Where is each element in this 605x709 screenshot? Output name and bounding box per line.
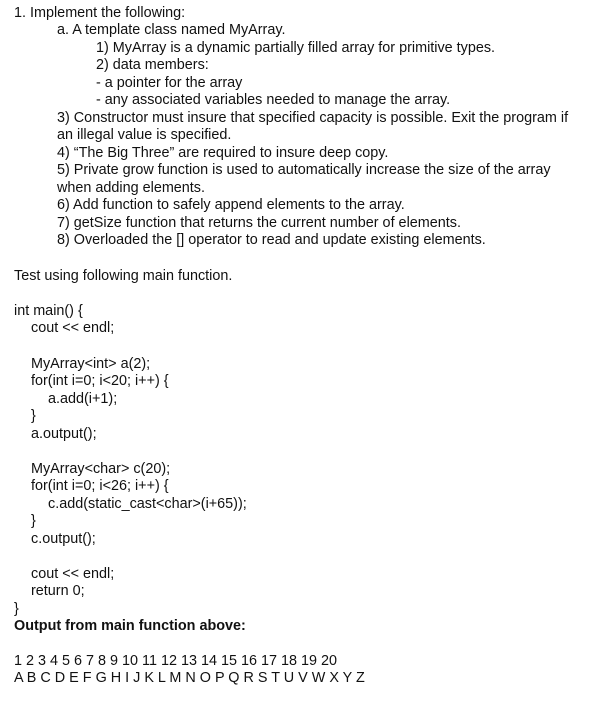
output-heading: Output from main function above: (14, 618, 246, 634)
code-add-a: a.add(i+1); (48, 391, 118, 407)
code-output-a: a.output(); (31, 426, 97, 442)
assignment-heading: 1. Implement the following: (14, 5, 186, 21)
code-cout-endl-2: cout << endl; (31, 566, 115, 582)
requirement-6: 6) Add function to safely append elements to the array. (57, 197, 405, 213)
requirement-4: 4) “The Big Three” are required to insure deep copy. (57, 145, 389, 161)
code-close-c: } (31, 513, 36, 529)
requirement-sub-a: a. A template class named MyArray. (57, 22, 286, 38)
code-main-close: } (14, 601, 19, 617)
test-intro: Test using following main function. (14, 268, 233, 284)
requirement-3-line2: an illegal value is specified. (57, 127, 232, 143)
requirement-8: 8) Overloaded the [] operator to read and update existing elements. (57, 232, 486, 248)
code-return: return 0; (31, 583, 85, 599)
code-decl-a: MyArray<int> a(2); (31, 356, 151, 372)
code-for-a: for(int i=0; i<20; i++) { (31, 373, 169, 389)
code-cout-endl-1: cout << endl; (31, 320, 115, 336)
output-letters: A B C D E F G H I J K L M N O P Q R S T U V W X Y Z (14, 670, 365, 686)
requirement-3-line1: 3) Constructor must insure that specified capacity is possible. Exit the program if (57, 110, 569, 126)
requirement-5-line1: 5) Private grow function is used to automatically increase the size of the array (57, 162, 551, 178)
code-close-a: } (31, 408, 36, 424)
code-add-c: c.add(static_cast<char>(i+65)); (48, 496, 247, 512)
requirement-2-vars: - any associated variables needed to manage the array. (96, 92, 451, 108)
requirement-7: 7) getSize function that returns the current number of elements. (57, 215, 461, 231)
code-decl-c: MyArray<char> c(20); (31, 461, 171, 477)
requirement-1: 1) MyArray is a dynamic partially filled array for primitive types. (96, 40, 496, 56)
requirement-2: 2) data members: (96, 57, 209, 73)
requirement-2-pointer: - a pointer for the array (96, 75, 243, 91)
requirement-5-line2: when adding elements. (57, 180, 206, 196)
code-output-c: c.output(); (31, 531, 96, 547)
code-main-signature: int main() { (14, 303, 83, 319)
code-for-c: for(int i=0; i<26; i++) { (31, 478, 169, 494)
output-numbers: 1 2 3 4 5 6 7 8 9 10 11 12 13 14 15 16 17 18 19 20 (14, 653, 338, 669)
